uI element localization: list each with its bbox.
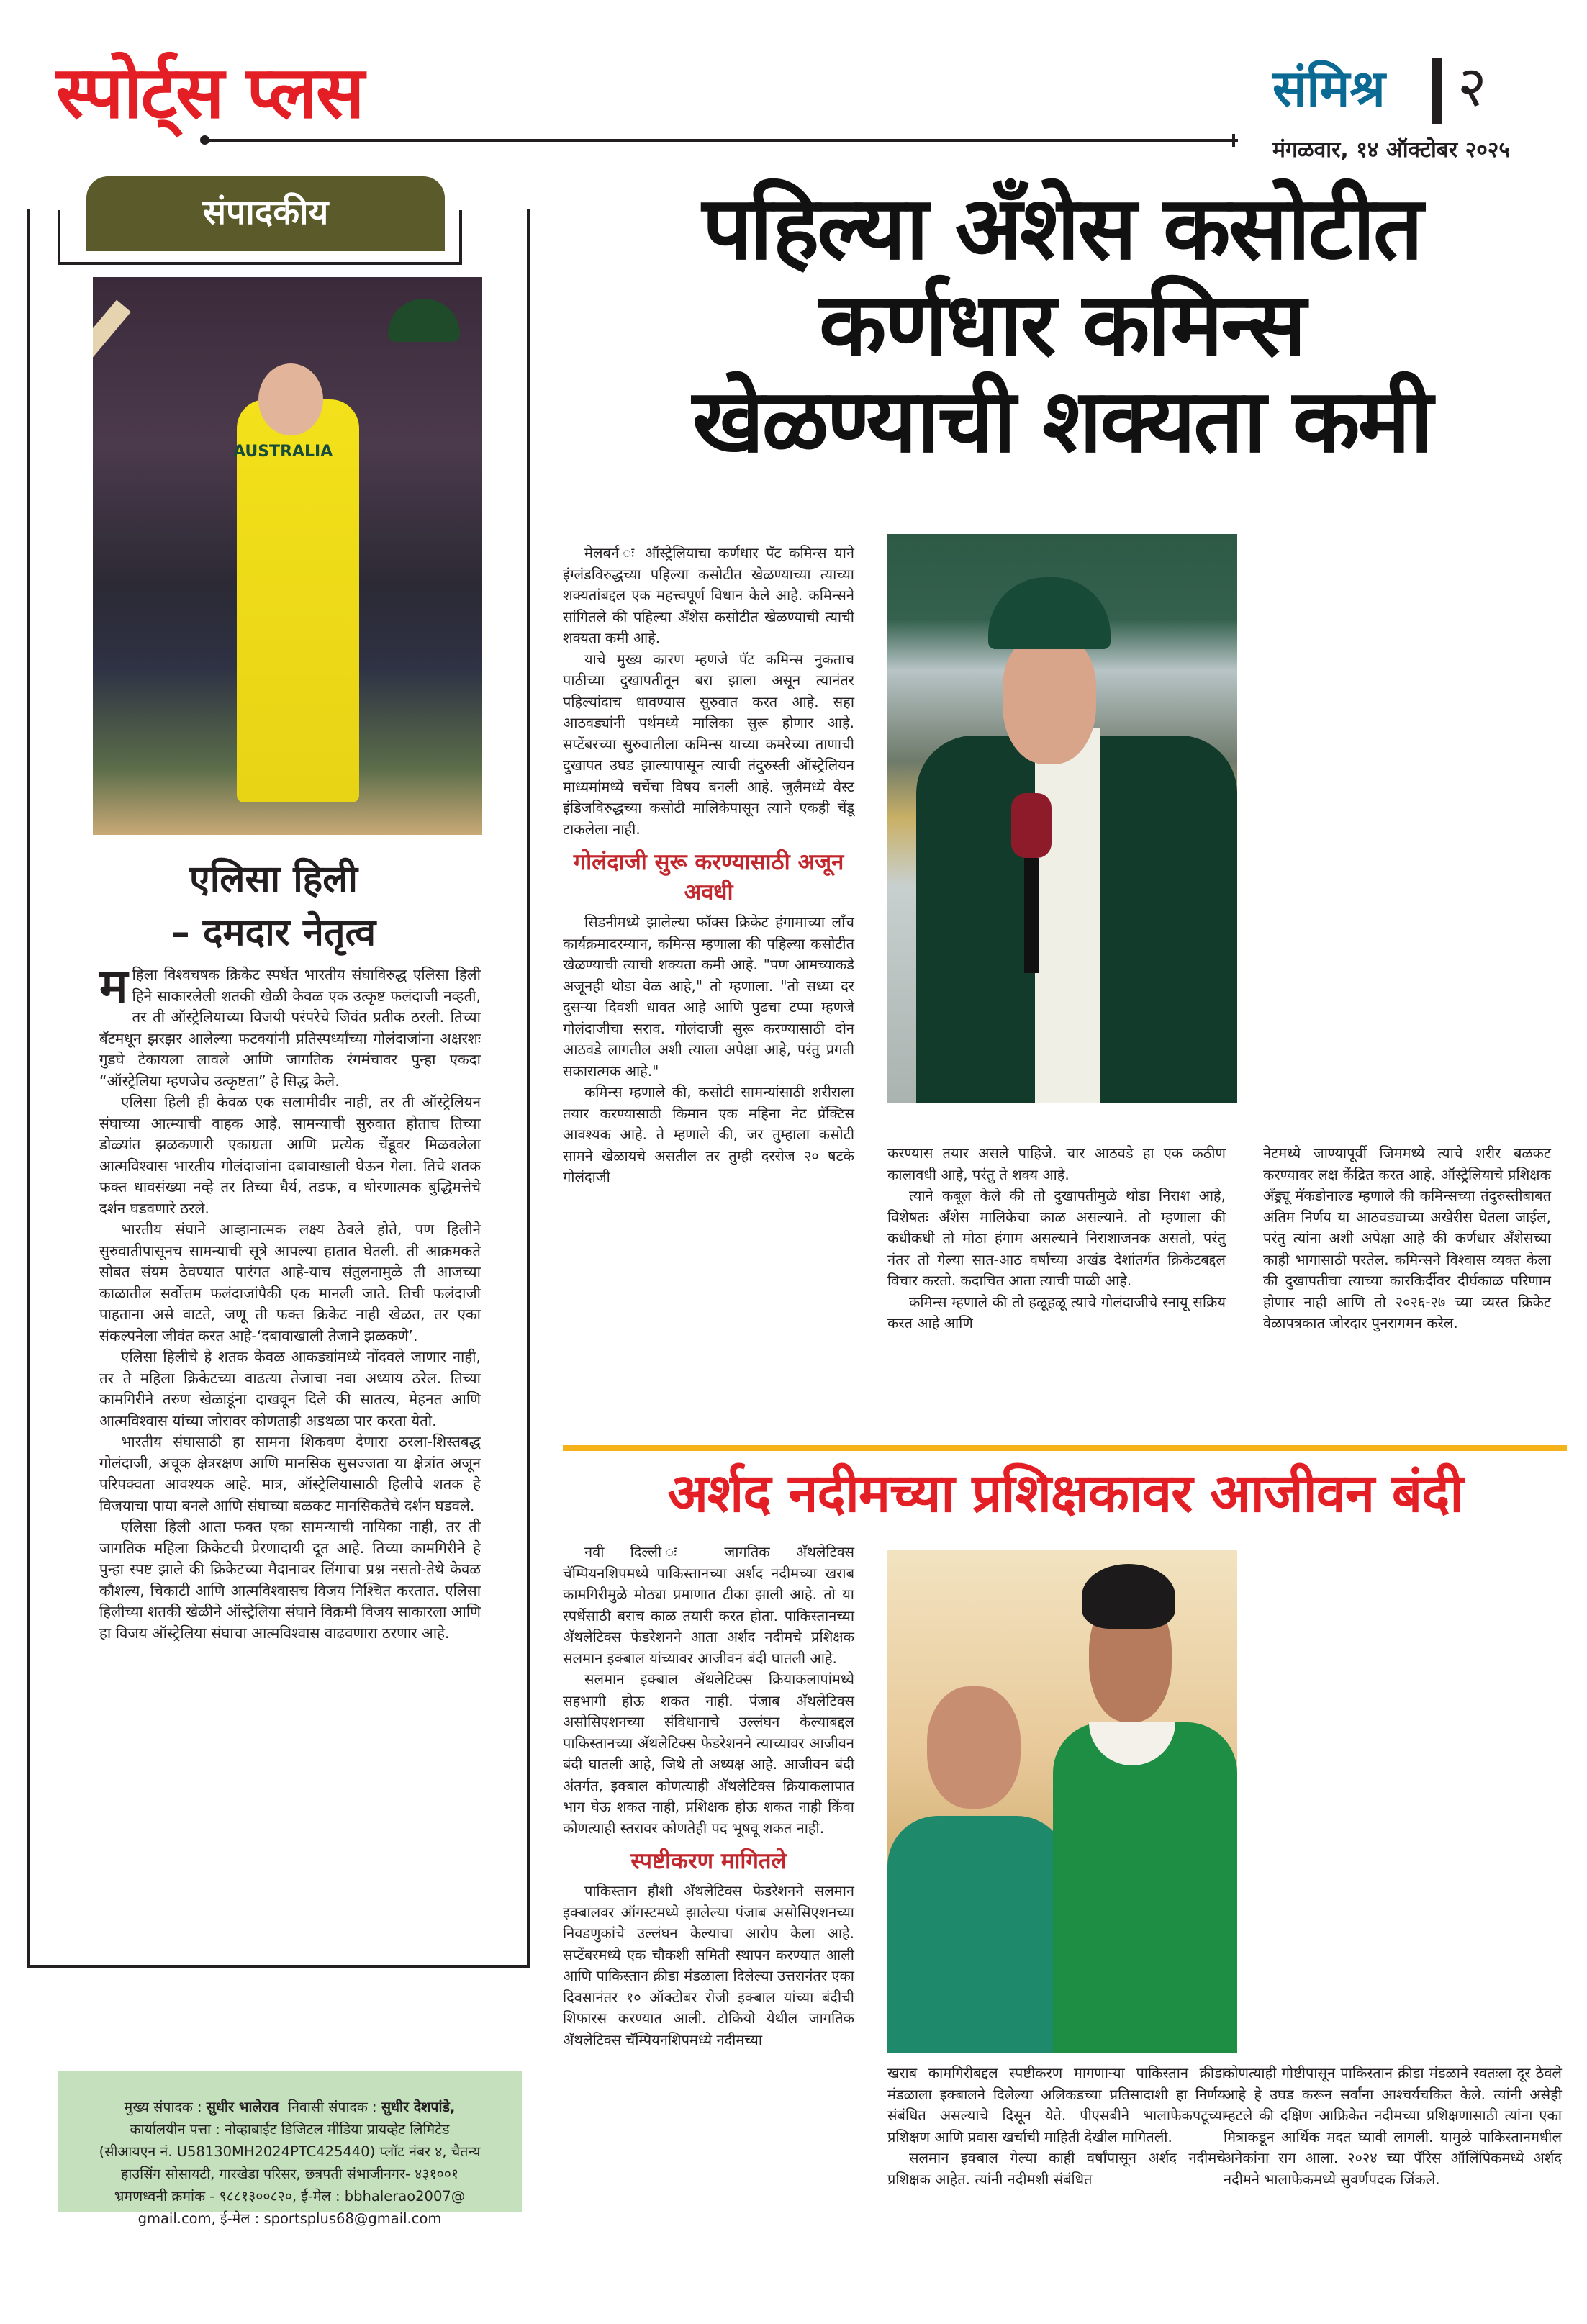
cummins-headline <box>561 177 1562 472</box>
nadeem-headline: अर्शद नदीमच्या प्रशिक्षकावर आजीवन बंदी <box>667 1462 1463 1524</box>
imprint-contact-1: भ्रमणध्वनी क्रमांक - ९८८१३००८२०, ई-मेल : bbhalerao2007@ <box>114 2188 466 2205</box>
issue-date: मंगळवार, १४ ऑक्टोबर २०२५ <box>1272 137 1511 163</box>
editorial-headline-line2: – दमदार नेतृत्व <box>171 911 376 954</box>
article-paragraph: सलमान इक्बाल अ‍ॅथलेटिक्स क्रियाकलापांमध्ये सहभागी होऊ शकत नाही. पंजाब अ‍ॅथलेटिक्स असोसिएशनच्या संविधानाचे उल्लंघन केल्याबद्दल पाकिस्तानच्या अ‍ॅथलेटिक्स फेडरेशनने त्याच्यावर आजीवन बंदी घातली आहे, जिथे तो अध्यक्ष आहे. आजीवन बंदी अंतर्गत, इक्बाल कोणत्याही अ‍ॅथलेटिक्स क्रियाकलापात भाग घेऊ शकत नाही, प्रशिक्षक होऊ शकत नाही किंवा कोणत्याही स्तरावर कोणतेही पद भूषवू शकत नाही. <box>563 1670 854 1837</box>
article-paragraph: त्याने कबूल केले की तो दुखापतीमुळे थोडा निराश आहे, विशेषतः अँशेस मालिकेचा काळ असल्याने. तो म्हणाला की कधीकधी तो मोठा हंगाम असल्याने निराशाजनक असतो, परंतु नंतर तो गेल्या सात-आठ वर्षांच्या अखंड देशांतर्गत क्रिकेटबद्दल विचार करतो. कदाचित आता त्याची पाळी आहे. <box>887 1187 1226 1289</box>
imprint-contact-2: gmail.com, ई-मेल : sportsplus68@gmail.com <box>137 2210 442 2227</box>
article-paragraph: करण्यास तयार असले पाहिजे. चार आठवडे हा एक कठीण कालावधी आहे, परंतु ते शक्य आहे. <box>887 1144 1226 1183</box>
editorial-body <box>99 959 481 1644</box>
article-paragraph: कोणत्याही गोष्टीपासून पाकिस्तान क्रीडा मंडळाने स्वतःला दूर ठेवले आहे हे उघड करून सर्वांना आश्चर्यचकित केले. त्यांनी असेही म्हटले की दक्षिण आफ्रिकेत नदीमच्या प्रशिक्षणासाठी त्यांना एका मित्राकडून आर्थिक मदत घ्यावी लागली. यामुळे पाकिस्तानमधील अनेकांना राग आला. २०२४ च्या पॅरिस ऑलिंपिकमध्ये अर्शद नदीमने भालाफेकमध्ये सुवर्णपदक जिंकले. <box>1224 2064 1562 2188</box>
athlete-hair <box>1082 1564 1175 1629</box>
imprint-box <box>58 2071 522 2227</box>
editorial-paragraph: भारतीय संघाने आव्हानात्मक लक्ष्य ठेवले होते, पण हिलीने सुरुवातीपासूनच सामन्याची सूत्रे आपल्या हातात घेतली. ती आक्रमकते सोबत संयम ठेवण्यात पारंगत आहे-याच संतुलनामुळे ती आजच्या काळातील सर्वोत्तम फलंदाजांपैकी एक मानली जाते. तिची फलंदाजी पाहताना असे वाटते, जणू ती फक्त क्रिकेट नाही खेळत, तर एका संकल्पनेला जीवंत करत आहे-‘दबावाखाली तेजाने झळकणे’. <box>99 1221 481 1344</box>
athlete-figure <box>1053 1722 1237 2053</box>
section-name: संमिश्र <box>1272 59 1385 118</box>
shirt-shape <box>1035 728 1100 1103</box>
coach-face <box>927 1686 1021 1809</box>
drop-cap: म <box>99 959 128 1014</box>
cummins-column-1 <box>563 543 854 1188</box>
masthead-rule-end <box>1232 134 1235 147</box>
imprint-address-1: कार्यालयीन पत्ता : नोव्हाबाईट डिजिटल मीडिया प्रायव्हेट लिमिटेड <box>130 2121 450 2138</box>
article-paragraph: पाकिस्तान हौशी अ‍ॅथलेटिक्स फेडरेशनने सलमान इक्बालवर ऑगस्टमध्ये झालेल्या पंजाब असोसिएशनच्या निवडणुकांचे उल्लंघन केल्याचा आरोप केला आहे. सप्टेंबरमध्ये एक चौकशी समिती स्थापन करण्यात आली आणि पाकिस्तान क्रीडा मंडळाला दिलेल्या उत्तरानंतर एका दिवसानंतर १० ऑक्टोबर रोजी इक्बाल यांच्या बंदीची शिफारस करण्यात आली. टोकियो येथील जागतिक अ‍ॅथलेटिक्स चॅम्पियनशिपमध्ये नदीमच्या <box>563 1882 854 2048</box>
editorial-tab: संपादकीय <box>86 176 445 251</box>
cummins-subheading: गोलंदाजी सुरू करण्यासाठी अजून अवधी <box>573 849 844 905</box>
resident-editor-name: सुधीर देशपांडे, <box>381 2099 456 2115</box>
section-divider <box>1432 58 1442 124</box>
editorial-paragraph: एलिसा हिली आता फक्त एका सामन्याची नायिका नाही, तर ती जागतिक महिला क्रिकेटची प्रेरणादायी दूत आहे. तिच्या कामगिरीने हे पुन्हा स्पष्ट झाले की क्रिकेटच्या मैदानावर लिंगाचा प्रश्न नसतो-तेथे केवळ कौशल्य, चिकाटी आणि आत्मविश्वासच विजय निश्चित करतात. एलिसा हिलीच्या शतकी खेळीने ऑस्ट्रेलिया संघाने विक्रमी विजय साकारला आणि हा विजय ऑस्ट्रेलिया संघाचा आत्मविश्वास वाढवणारा ठरणार आहे. <box>99 1518 481 1642</box>
cummins-headline-line: खेळण्याची शक्यता कमी <box>692 370 1432 472</box>
photo-alyssa-healy <box>93 277 482 835</box>
face-shape <box>1003 635 1096 764</box>
baggy-green-cap <box>988 577 1111 649</box>
masthead-logo: स्पोर्ट्स प्लस <box>56 50 363 135</box>
editorial-paragraph: भारतीय संघासाठी हा सामना शिकवण देणारा ठरला-शिस्तबद्ध गोलंदाजी, अचूक क्षेत्ररक्षण आणि मानसिक सुसज्जता या क्षेत्रांत अजून परिपक्वता आवश्यक आहे. मात्र, ऑस्ट्रेलियासाठी हिलीचे शतक हे विजयाचा पाया बनले आणि संघाच्या बळकट मानसिकतेचे दर्शन घडवले. <box>99 1433 481 1514</box>
photo-nadeem-and-coach <box>887 1550 1237 2053</box>
article-paragraph: सिडनीमध्ये झालेल्या फॉक्स क्रिकेट हंगामाच्या लॉंच कार्यक्रमादरम्यान, कमिन्स म्हणाला की पहिल्या कसोटीत खेळण्याची त्याची शक्यता कमी आहे. "पण आमच्याकडे अजूनही थोडा वेळ आहे," तो म्हणाला. "तो सध्या दर दुसऱ्या दिवशी धावत आहे आणि पुढचा टप्पा म्हणजे गोलंदाजीचा सराव. गोलंदाजी सुरू करण्यासाठी दोन आठवडे लागतील अशी त्याला अपेक्षा आहे, परंतु प्रगती सकारात्मक आहे." <box>563 913 854 1080</box>
coach-figure <box>887 1816 1067 2053</box>
cummins-column-2 <box>887 1143 1226 1334</box>
jersey-text: AUSTRALIA <box>233 443 333 461</box>
microphone-icon <box>1011 793 1052 858</box>
cummins-headline-line: पहिल्या अँशेस कसोटीत <box>702 177 1421 279</box>
article-paragraph: नेटमध्ये जाण्यापूर्वी जिममध्ये त्याचे शरीर बळकट करण्यावर लक्ष केंद्रित करत आहे. ऑस्ट्रेलियाचे प्रशिक्षक अँड्र्यू मॅकडोनाल्ड म्हणाले की कमिन्सच्या तंदुरुस्तीबाबत अंतिम निर्णय या आठवड्याच्या अखेरीस घेतला जाईल, परंतु त्यांना अशी अपेक्षा आहे की कर्णधार अँशेसच्या काही भागासाठी परतेल. कमिन्सने विश्वास व्यक्त केला की दुखापतीचा त्याच्या कारकिर्दीवर दीर्घकाळ परिणाम होणार नाही आणि तो २०२६-२७ च्या व्यस्त क्रिकेट वेळापत्रकात जोरदार पुनरागमन करेल. <box>1263 1144 1551 1331</box>
editorial-headline <box>58 853 489 959</box>
editorial-paragraph: एलिसा हिली ही केवळ एक सलामीवीर नाही, तर ती ऑस्ट्रेलियन संघाच्या आत्म्याची वाहक आहे. सामन्याची सुरुवात होताच तिच्या डोळ्यांत झळकणारी एकाग्रता आणि प्रत्येक चेंडूवर मिळवलेला आत्मविश्वास भारतीय गोलंदाजांना दबावाखाली घेऊन गेला. तिचे शतक फक्त धावसंख्या नव्हे तर तिच्या धैर्य, तडफ, व धोरणात्मक बुद्धिमत्तेचे दर्शन घडवणारे ठरले. <box>99 1093 481 1217</box>
nadeem-column-3 <box>1224 2063 1562 2190</box>
article-paragraph: मेलबर्न ः ऑस्ट्रेलियाचा कर्णधार पॅट कमिन्स याने इंग्लंडविरुद्धच्या पहिल्या कसोटीत खेळण्याच्या त्याच्या शक्यतांबद्दल एक महत्त्वपूर्ण विधान केले आहे. कमिन्सने सांगितले की पहिल्या अँशेस कसोटीत खेळण्याची त्याची शक्यता कमी आहे. <box>563 544 854 646</box>
article-paragraph: खराब कामगिरीबद्दल स्पष्टीकरण मागणाऱ्या पाकिस्तान क्रीडा मंडळाला इक्बालने दिलेल्या अलिकडच्या प्रतिसादाशी हा निर्णय संबंधित असल्याचे दिसून येते. पीएसबीने भालाफेकपटूच्या प्रशिक्षण आणि प्रवास खर्चाची माहिती देखील मागितली. <box>887 2064 1226 2146</box>
article-paragraph: याचे मुख्य कारण म्हणजे पॅट कमिन्स नुकताच पाठीच्या दुखापतीतून बरा झाला असून त्यानंतर पहिल्यांदाच धावण्यास सुरुवात करत आहे. सहा आठवड्यांनी पर्थमध्ये मालिका सुरू होणार आहे. सप्टेंबरच्या सुरुवातीला कमिन्स याच्या कमरेच्या ताणाची दुखापत उघड झाल्यापासून त्याची तंदुरुस्ती ऑस्ट्रेलियन माध्यमांमध्ये चर्चेचा विषय बनली आहे. जुलैमध्ये वेस्ट इंडिजविरुद्धच्या कसोटी मालिकेपासून त्याने एकही चेंडू टाकलेला नाही. <box>563 650 854 838</box>
chief-editor-name: सुधीर भालेराव <box>206 2099 279 2115</box>
photo-pat-cummins <box>887 534 1237 1103</box>
article-paragraph: कमिन्स म्हणाले की तो हळूहळू त्याचे गोलंदाजीचे स्नायू सक्रिय करत आहे आणि <box>887 1293 1226 1331</box>
cummins-headline-line: कर्णधार कमिन्स <box>819 273 1304 376</box>
nadeem-column-2 <box>887 2063 1226 2190</box>
nadeem-column-1 <box>563 1542 854 2051</box>
editorial-paragraph: एलिसा हिलीचे हे शतक केवळ आकड्यांमध्ये नोंदवले जाणार नाही, तर ते महिला क्रिकेटच्या वाढत्या तेजाचा नवा अध्याय ठरेल. तिच्या कामगिरीने तरुण खेळाडूंना दाखवून दिले की सातत्य, मेहनत आणि आत्मविश्वास यांच्या जोरावर कोणताही अडथळा पार करता येतो. <box>99 1348 481 1429</box>
masthead-rule <box>205 139 1238 142</box>
player-head <box>258 363 323 435</box>
imprint-editors: मुख्य संपादक : सुधीर भालेराव निवासी संपादक : सुधीर देशपांडे, <box>124 2099 456 2115</box>
helmet-shape <box>388 299 460 342</box>
editorial-paragraph: महिला विश्वचषक क्रिकेट स्पर्धेत भारतीय संघाविरुद्ध एलिसा हिली हिने साकारलेली शतकी खेळी केवळ एक उत्कृष्ट फलंदाजी नव्हती, तर ती ऑस्ट्रेलियाच्या विजयी परंपरेचे जिवंत प्रतीक ठरली. तिच्या बॅटमधून झरझर आलेल्या फटक्यांनी प्रतिस्पर्ध्यांच्या गोलंदाजांना अक्षरशः गुडघे टेकायला लावले आणि जागतिक रंगमंचावर पुन्हा एकदा “ऑस्ट्रेलिया म्हणजेच उत्कृष्टता” हे सिद्ध केले. <box>99 959 481 1090</box>
page-number: २ <box>1457 55 1487 119</box>
editorial-headline-line1: एलिसा हिली <box>189 858 358 901</box>
cummins-column-3 <box>1263 1143 1551 1334</box>
microphone-handle <box>1024 858 1039 973</box>
article-paragraph: सलमान इक्बाल गेल्या काही वर्षांपासून अर्शद नदीमचे प्रशिक्षक आहेत. त्यांनी नदीमशी संबंधित <box>887 2149 1226 2188</box>
section-divider-yellow <box>563 1445 1567 1451</box>
imprint-address-2: (सीआयएन नं. U58130MH2024PTC425440) प्लॉट नंबर ४, चैतन्य <box>99 2143 481 2160</box>
article-paragraph: नवी दिल्ली ः जागतिक अ‍ॅथलेटिक्स चॅम्पियनशिपमध्ये पाकिस्तानच्या अर्शद नदीमच्या खराब कामगिरीमुळे मोठ्या प्रमाणात टीका झाली आहे. तो या स्पर्धेसाठी बराच काळ तयारी करत होता. पाकिस्तानच्या अ‍ॅथलेटिक्स फेडरेशनने आता अर्शद नदीमचे प्रशिक्षक सलमान इक्बाल यांच्यावर आजीवन बंदी घातली आहे. <box>563 1543 854 1667</box>
imprint-address-3: हाउसिंग सोसायटी, गारखेडा परिसर, छत्रपती संभाजीनगर- ४३१००१ <box>120 2166 459 2182</box>
article-paragraph: कमिन्स म्हणाले की, कसोटी सामन्यांसाठी शरीराला तयार करण्यासाठी किमान एक महिना नेट प्रॅक्टिस आवश्यक आहे. ते म्हणाले की, जर तुम्हाला कसोटी सामने खेळायचे असतील तर तुम्ही दररोज २० षटके गोलंदाजी <box>563 1083 854 1185</box>
bat-shape <box>93 300 131 445</box>
nadeem-subheading: स्पष्टीकरण मागितले <box>630 1848 787 1874</box>
